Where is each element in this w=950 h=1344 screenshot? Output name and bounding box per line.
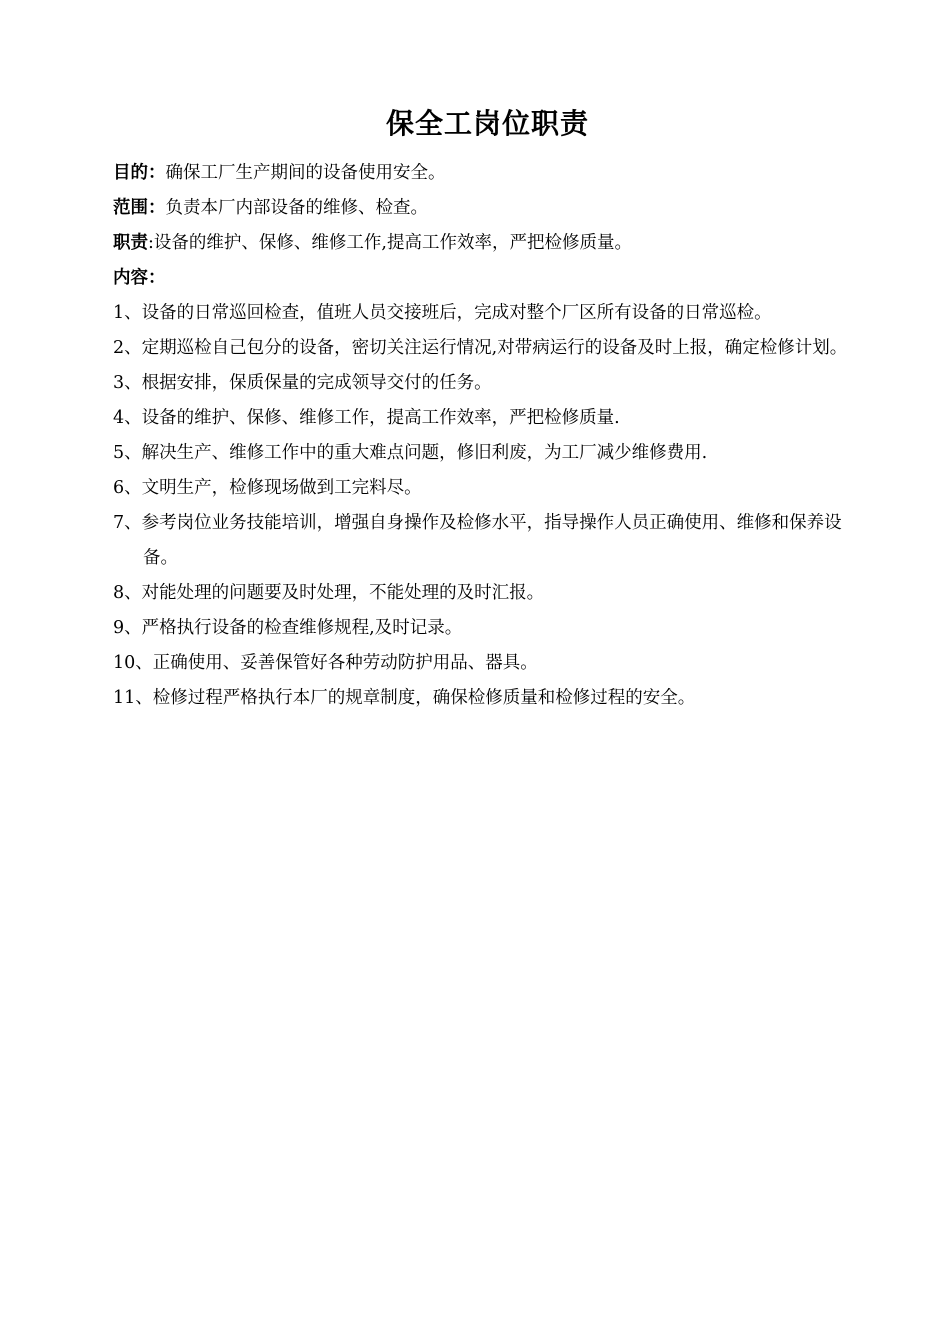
scope-label: 范围： xyxy=(113,198,166,218)
list-item-number: 3、 xyxy=(113,373,142,393)
list-item-text: 设备的维护、保修、维修工作，提高工作效率，严把检修质量. xyxy=(141,408,620,428)
list-item-text: 严格执行设备的检查维修规程,及时记录。 xyxy=(141,618,463,638)
list-item xyxy=(113,401,873,436)
scope-text: 负责本厂内部设备的维修、检查。 xyxy=(165,198,428,218)
duty-text: :设备的维护、保修、维修工作,提高工作效率，严把检修质量。 xyxy=(148,233,632,253)
list-item-number: 10、 xyxy=(113,653,153,673)
list-item xyxy=(113,471,873,506)
list-item xyxy=(113,331,873,366)
list-item xyxy=(113,611,873,646)
list-item-text: 正确使用、妥善保管好各种劳动防护用品、器具。 xyxy=(152,653,538,673)
list-item-text: 对能处理的问题要及时处理，不能处理的及时汇报。 xyxy=(141,583,545,603)
purpose-line xyxy=(113,156,873,191)
list-item xyxy=(113,436,873,471)
duty-label: 职责 xyxy=(113,233,148,253)
content-heading: 内容： xyxy=(113,268,166,288)
list-item xyxy=(113,681,873,716)
list-item xyxy=(113,576,873,611)
list-item-number: 5、 xyxy=(113,443,142,463)
duty-line xyxy=(113,226,873,261)
list-item xyxy=(113,366,873,401)
list-item-text: 根据安排，保质保量的完成领导交付的任务。 xyxy=(141,373,492,393)
list-item-number: 4、 xyxy=(113,408,142,428)
list-item-text: 文明生产，检修现场做到工完料尽。 xyxy=(141,478,422,498)
list-item-number: 11、 xyxy=(113,688,153,708)
list-item-text: 解决生产、维修工作中的重大难点问题，修旧利废，为工厂减少维修费用. xyxy=(141,443,708,463)
list-item-number: 2、 xyxy=(113,338,142,358)
list-item xyxy=(113,506,873,576)
document-body xyxy=(113,156,873,716)
list-item xyxy=(113,646,873,681)
list-item-text: 定期巡检自己包分的设备，密切关注运行情况,对带病运行的设备及时上报，确定检修计划。 xyxy=(141,338,848,358)
purpose-label: 目的： xyxy=(113,163,166,183)
list-item-number: 7、 xyxy=(113,513,142,533)
list-item-text: 参考岗位业务技能培训，增强自身操作及检修水平，指导操作人员正确使用、维修和保养设备。 xyxy=(141,513,842,568)
list-item xyxy=(113,296,873,331)
purpose-text: 确保工厂生产期间的设备使用安全。 xyxy=(165,163,446,183)
list-item-text: 设备的日常巡回检查，值班人员交接班后，完成对整个厂区所有设备的日常巡检。 xyxy=(141,303,772,323)
list-item-number: 6、 xyxy=(113,478,142,498)
list-item-number: 9、 xyxy=(113,618,142,638)
document-title: 保全工岗位职责 xyxy=(385,107,589,140)
list-item-text: 检修过程严格执行本厂的规章制度，确保检修质量和检修过程的安全。 xyxy=(152,688,696,708)
scope-line xyxy=(113,191,873,226)
list-item-number: 8、 xyxy=(113,583,142,603)
list-item-number: 1、 xyxy=(113,303,142,323)
